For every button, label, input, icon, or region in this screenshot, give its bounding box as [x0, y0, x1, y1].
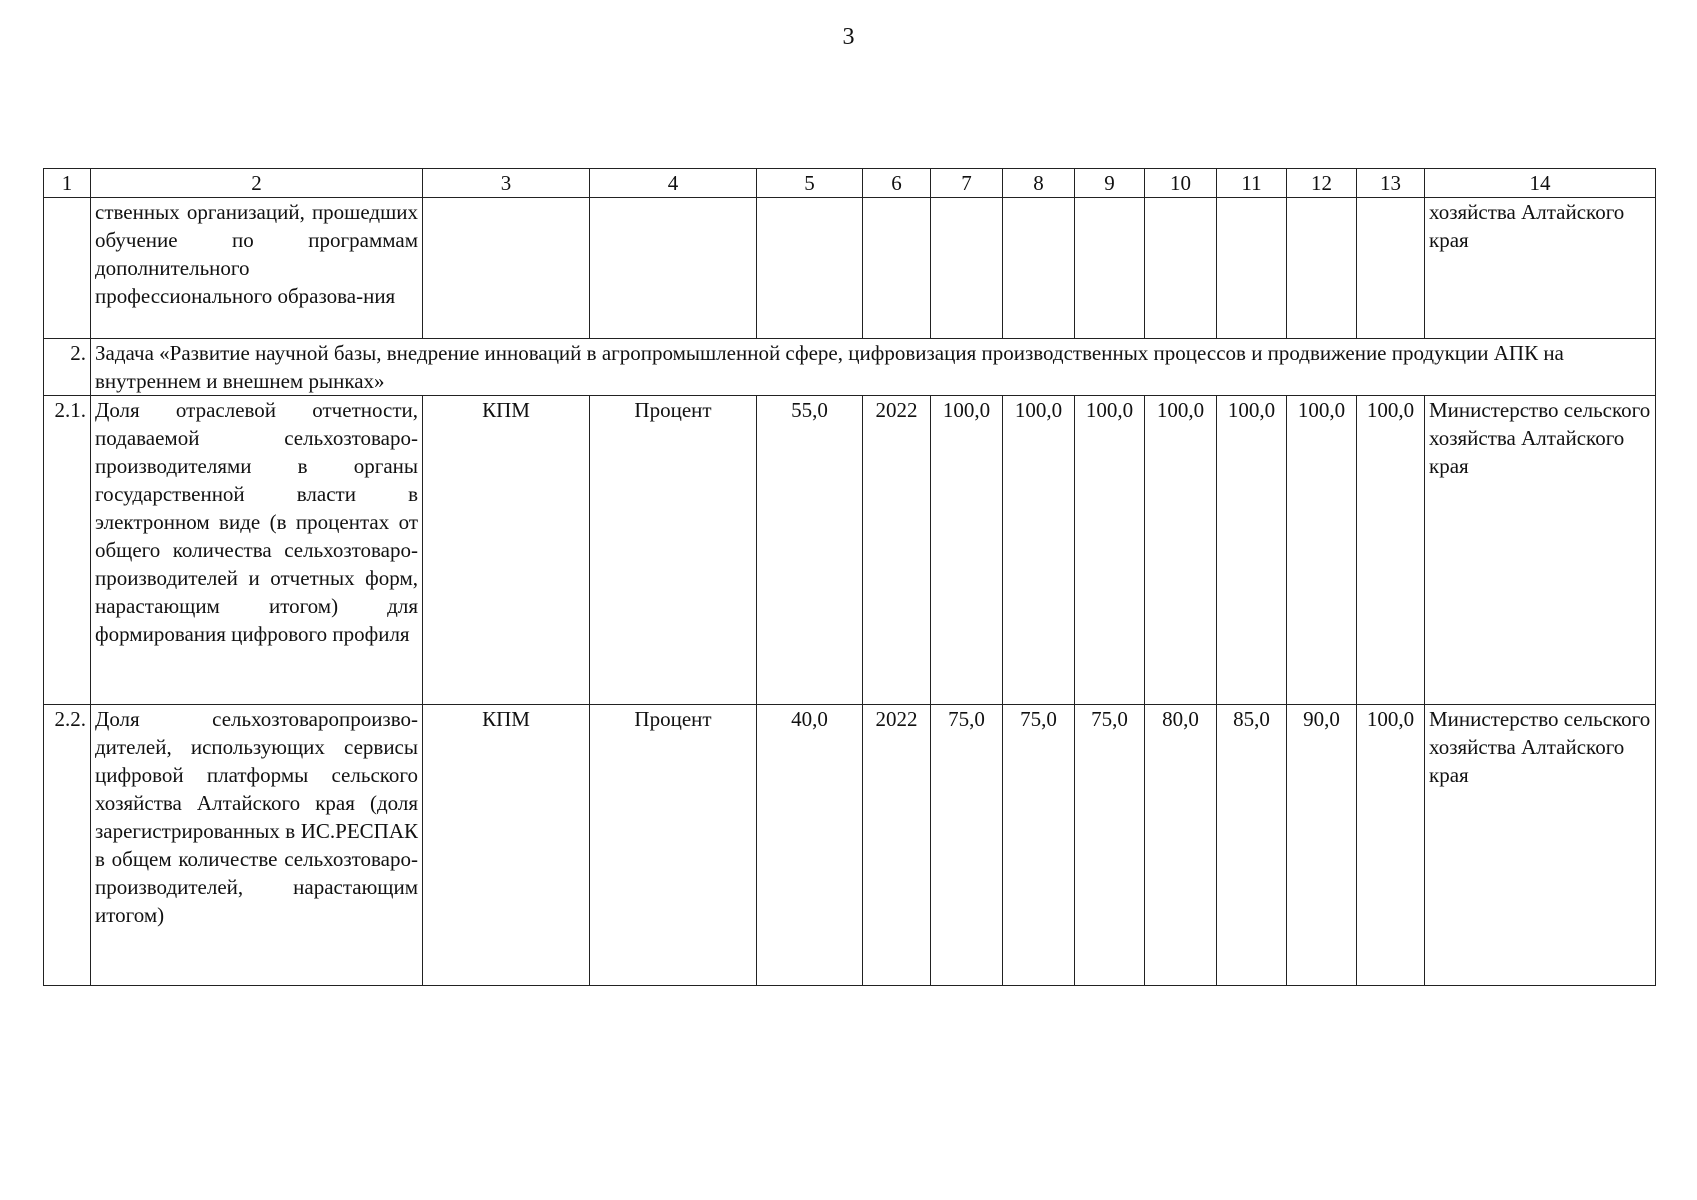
header-cell: 13: [1357, 169, 1425, 198]
header-cell: 9: [1075, 169, 1145, 198]
header-cell: 7: [931, 169, 1003, 198]
target-value: 90,0: [1287, 705, 1357, 986]
table-row: [44, 396, 1656, 705]
target-value: [1075, 198, 1145, 339]
header-row: [44, 169, 1656, 198]
task-title: Задача «Развитие научной базы, внедрение инноваций в агропромышленной сфере, цифровизация производственных процессов и продвижение продукции АПК на внутреннем и внешнем рынках»: [91, 339, 1656, 396]
header-cell: 1: [44, 169, 91, 198]
row-number: 2.1.: [44, 396, 91, 705]
base-year: 2022: [863, 705, 931, 986]
base-year: [863, 198, 931, 339]
target-value: 100,0: [1075, 396, 1145, 705]
header-cell: 11: [1217, 169, 1287, 198]
row-number: 2.: [44, 339, 91, 396]
indicator-name: Доля сельхозтоваропроизво-дителей, использующих сервисы цифровой платформы сельского хозяйства Алтайского края (доля зарегистрированных в ИС.РЕСПАК в общем количестве сельхозтоваро-производителей, нарастающим итогом): [91, 705, 423, 986]
target-value: 75,0: [931, 705, 1003, 986]
target-value: 75,0: [1075, 705, 1145, 986]
target-value: [1287, 198, 1357, 339]
target-value: 100,0: [931, 396, 1003, 705]
indicator-unit: [590, 198, 757, 339]
task-row: [44, 339, 1656, 396]
indicator-source: КПМ: [423, 705, 590, 986]
indicators-table: [43, 168, 1656, 986]
target-value: 100,0: [1145, 396, 1217, 705]
target-value: 100,0: [1357, 396, 1425, 705]
row-number: [44, 198, 91, 339]
responsible-body: Министерство сельского хозяйства Алтайского края: [1425, 396, 1656, 705]
header-cell: 2: [91, 169, 423, 198]
target-value: 85,0: [1217, 705, 1287, 986]
indicator-source: [423, 198, 590, 339]
indicator-unit: Процент: [590, 396, 757, 705]
row-number: 2.2.: [44, 705, 91, 986]
table-row: [44, 705, 1656, 986]
target-value: [1003, 198, 1075, 339]
header-cell: 6: [863, 169, 931, 198]
base-value: [757, 198, 863, 339]
table-row: [44, 198, 1656, 339]
header-cell: 10: [1145, 169, 1217, 198]
target-value: [1357, 198, 1425, 339]
header-cell: 5: [757, 169, 863, 198]
target-value: 80,0: [1145, 705, 1217, 986]
header-cell: 8: [1003, 169, 1075, 198]
target-value: 100,0: [1003, 396, 1075, 705]
header-cell: 4: [590, 169, 757, 198]
target-value: 75,0: [1003, 705, 1075, 986]
indicator-source: КПМ: [423, 396, 590, 705]
indicator-unit: Процент: [590, 705, 757, 986]
header-cell: 14: [1425, 169, 1656, 198]
page-number: 3: [842, 24, 855, 50]
target-value: [1217, 198, 1287, 339]
base-value: 40,0: [757, 705, 863, 986]
indicator-name: Доля отраслевой отчетности, подаваемой сельхозтоваро-производителями в органы государственной власти в электронном виде (в процентах от общего количества сельхозтоваро-производителей и отчетных форм, нарастающим итогом) для формирования цифрового профиля: [91, 396, 423, 705]
header-cell: 12: [1287, 169, 1357, 198]
target-value: [931, 198, 1003, 339]
base-year: 2022: [863, 396, 931, 705]
responsible-body: Министерство сельского хозяйства Алтайского края: [1425, 705, 1656, 986]
indicator-name: ственных организаций, прошедших обучение по программам дополнительного профессионального образова-ния: [91, 198, 423, 339]
target-value: [1145, 198, 1217, 339]
target-value: 100,0: [1287, 396, 1357, 705]
target-value: 100,0: [1217, 396, 1287, 705]
target-value: 100,0: [1357, 705, 1425, 986]
header-cell: 3: [423, 169, 590, 198]
base-value: 55,0: [757, 396, 863, 705]
responsible-body: хозяйства Алтайского края: [1425, 198, 1656, 339]
